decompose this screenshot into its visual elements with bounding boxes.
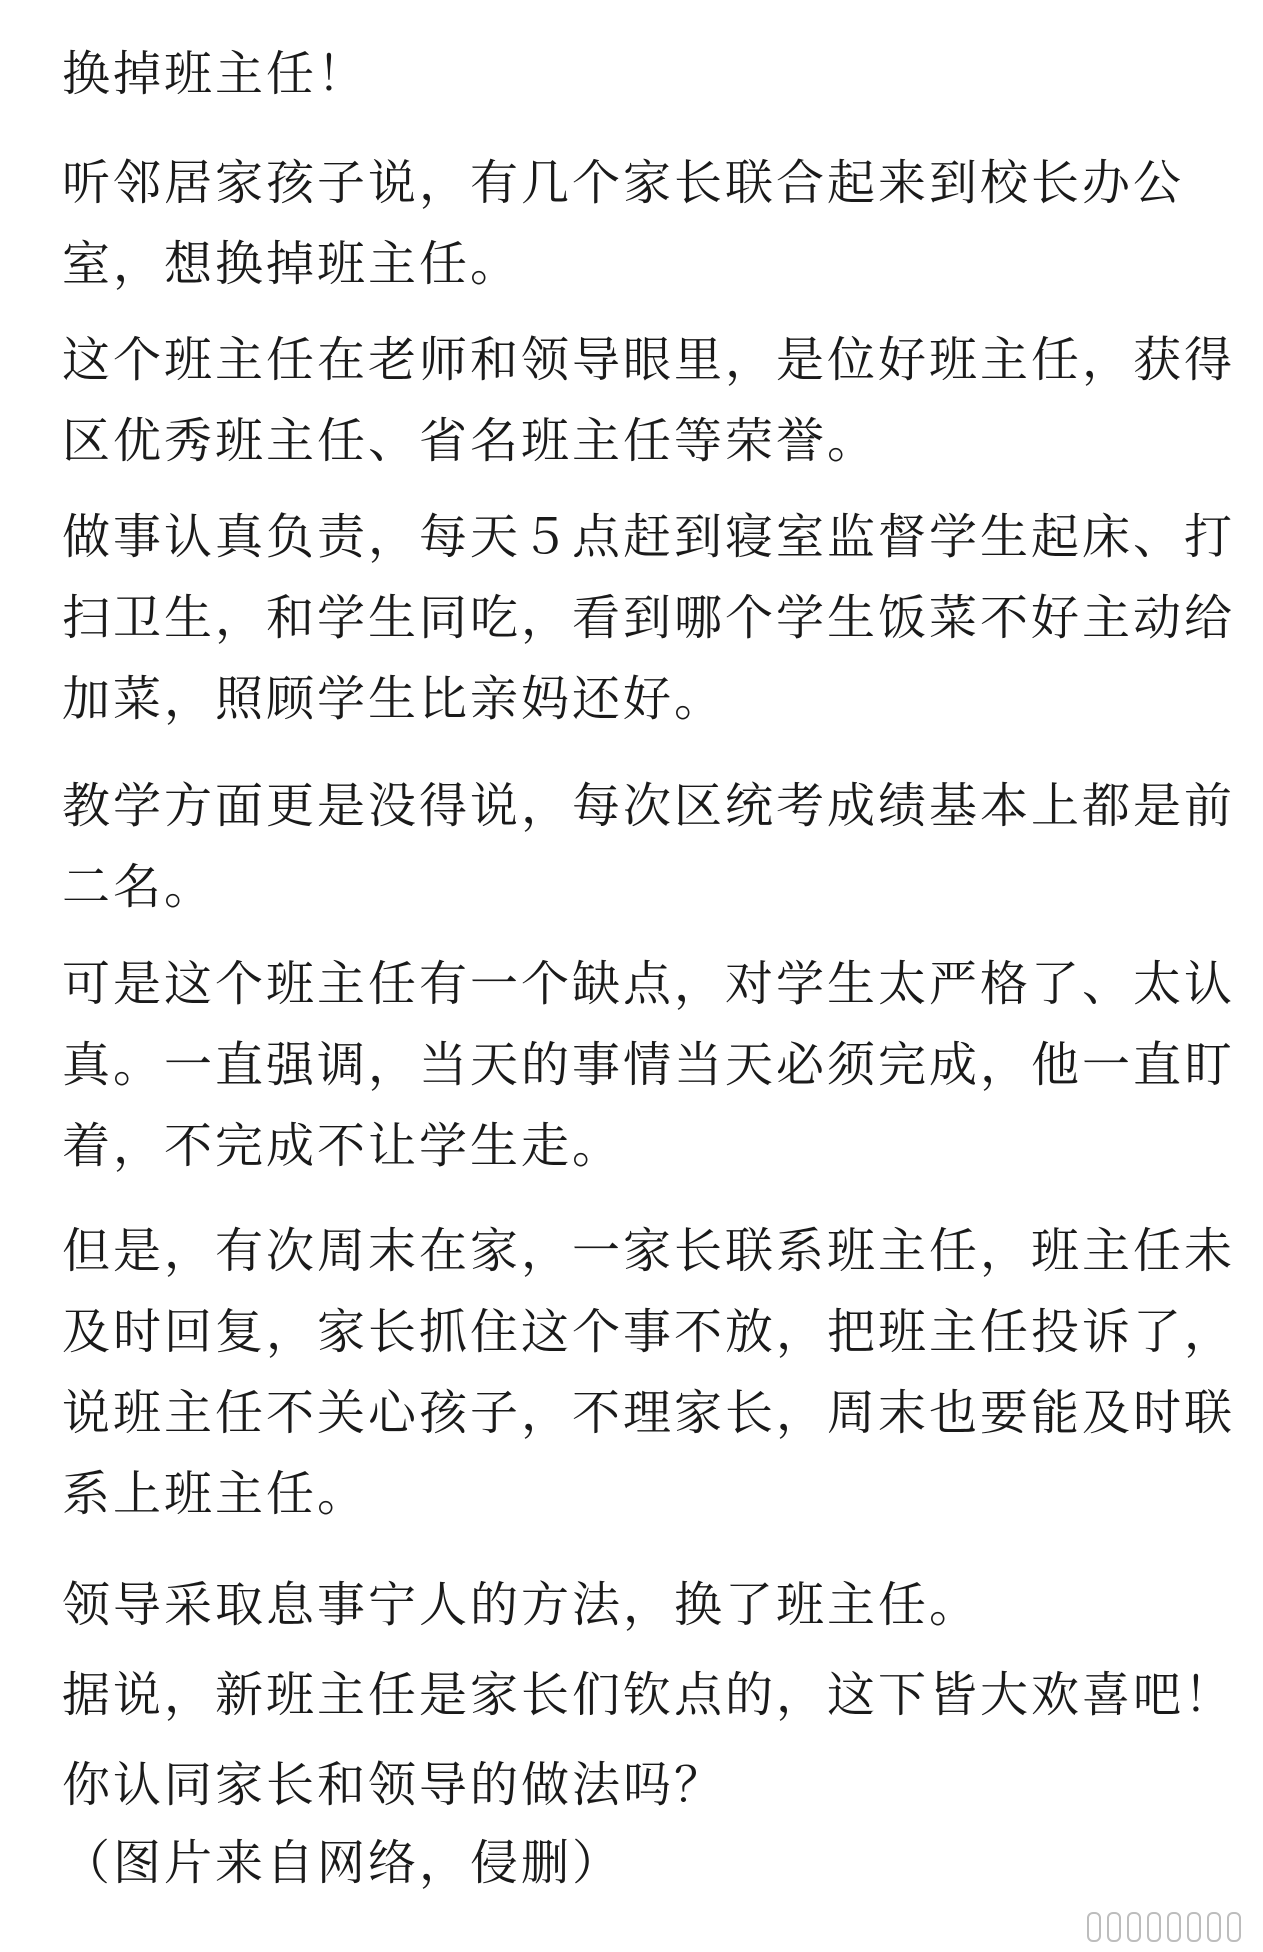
paragraph-line: 可是这个班主任有一个缺点，对学生太严格了、太认 xyxy=(62,956,1236,1012)
paragraph-line: 听邻居家孩子说，有几个家长联合起来到校长办公 xyxy=(62,155,1185,211)
paragraph-6 xyxy=(62,1211,1262,1535)
watermark-bar xyxy=(1147,1912,1161,1942)
paragraph-line: （图片来自网络，侵删） xyxy=(62,1835,624,1891)
paragraph-5 xyxy=(62,944,1242,1187)
watermark-bar xyxy=(1227,1912,1241,1942)
paragraph-2 xyxy=(62,320,1242,482)
paragraph-line: 系上班主任。 xyxy=(62,1466,369,1522)
watermark-bar xyxy=(1167,1912,1181,1942)
question-paragraph xyxy=(62,1745,1242,1826)
paragraph-1 xyxy=(62,143,1242,305)
paragraph-line: 说班主任不关心孩子，不理家长，周末也要能及时联 xyxy=(62,1385,1236,1441)
paragraph-line: 区优秀班主任、省名班主任等荣誉。 xyxy=(62,413,879,469)
watermark-bar xyxy=(1107,1912,1121,1942)
paragraph-line: 你认同家长和领导的做法吗？ xyxy=(62,1757,726,1813)
paragraph-line: 着，不完成不让学生走。 xyxy=(62,1118,624,1174)
watermark-bar xyxy=(1127,1912,1141,1942)
paragraph-line: 室，想换掉班主任。 xyxy=(62,236,522,292)
source-note xyxy=(62,1823,1242,1904)
paragraph-line: 真。一直强调，当天的事情当天必须完成，他一直盯 xyxy=(62,1037,1236,1093)
paragraph-3 xyxy=(62,497,1242,740)
paragraph-7 xyxy=(62,1565,1242,1646)
paragraph-line: 加菜，照顾学生比亲妈还好。 xyxy=(62,671,726,727)
paragraph-line: 及时回复，家长抓住这个事不放，把班主任投诉了， xyxy=(62,1304,1236,1360)
paragraph-line: 但是，有次周末在家，一家长联系班主任，班主任未 xyxy=(62,1223,1236,1279)
watermark-bars-icon xyxy=(1087,1912,1241,1942)
paragraph-line: 这个班主任在老师和领导眼里，是位好班主任，获得 xyxy=(62,332,1236,388)
article-title xyxy=(62,34,1242,115)
watermark-bar xyxy=(1087,1912,1101,1942)
paragraph-line: 做事认真负责，每天５点赶到寝室监督学生起床、打 xyxy=(62,509,1236,565)
paragraph-line: 据说，新班主任是家长们钦点的，这下皆大欢喜吧！ xyxy=(62,1667,1236,1723)
paragraph-line: 教学方面更是没得说，每次区统考成绩基本上都是前 xyxy=(62,778,1236,834)
paragraph-line: 扫卫生，和学生同吃，看到哪个学生饭菜不好主动给 xyxy=(62,590,1236,646)
paragraph-line: 二名。 xyxy=(62,859,216,915)
paragraph-4 xyxy=(62,766,1242,928)
watermark-bar xyxy=(1207,1912,1221,1942)
paragraph-8 xyxy=(62,1655,1242,1736)
title-line: 换掉班主任！ xyxy=(62,46,369,102)
watermark-bar xyxy=(1187,1912,1201,1942)
paragraph-line: 领导采取息事宁人的方法，换了班主任。 xyxy=(62,1577,981,1633)
